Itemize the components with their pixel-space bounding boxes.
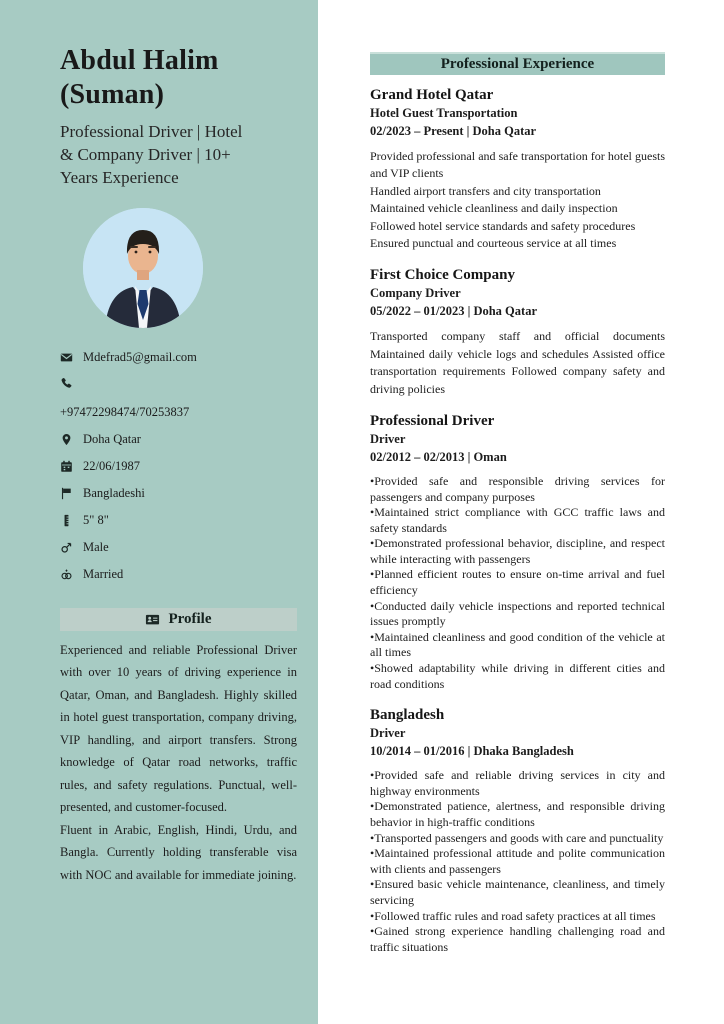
marital-status-icon [60, 568, 73, 581]
job-description [370, 768, 665, 955]
id-card-icon [145, 612, 160, 627]
job-bullet: • Demonstrated professional behavior, discipline, and respect while interacting with passengers [370, 536, 665, 567]
job-entry [370, 707, 665, 955]
phone-icon [60, 377, 73, 390]
job-description [370, 148, 665, 252]
profile-paragraph: Fluent in Arabic, English, Hindi, Urdu, and Bangla. Currently holding transferable visa with NOC and available for immediate joining. [60, 822, 297, 882]
job-period: 10/2014 – 01/2016 | Dhaka Bangladesh [370, 744, 574, 759]
job-entry [370, 87, 665, 252]
contact-item [60, 567, 297, 582]
contact-value: 5" 8" [83, 512, 109, 527]
job-entry [370, 267, 665, 398]
job-bullet: • Maintained cleanliness and good condition of the vehicle at all times [370, 630, 665, 661]
gender-icon [60, 541, 73, 554]
job-bullet: • Conducted daily vehicle inspections and reported technical issues promptly [370, 599, 665, 630]
job-period: 05/2022 – 01/2023 | Doha Qatar [370, 304, 537, 319]
contact-item [60, 540, 297, 555]
job-bullet: • Showed adaptability while driving in different cities and road conditions [370, 661, 665, 692]
job-bullet: • Demonstrated patience, alertness, and responsible driving behavior in high-traffic conditions [370, 799, 665, 830]
location-icon [60, 433, 73, 446]
job-line: Handled airport transfers and city transportation [370, 183, 601, 198]
contact-item [60, 513, 297, 528]
job-role: Company Driver [370, 286, 461, 301]
job-bullet: • Maintained strict compliance with GCC traffic laws and safety standards [370, 505, 665, 536]
name-heading: Abdul Halim (Suman) [60, 45, 219, 110]
contact-value: 22/06/1987 [83, 458, 140, 473]
job-company: Grand Hotel Qatar [370, 87, 494, 103]
contact-list [60, 350, 297, 582]
job-bullet: • Followed traffic rules and road safety practices at all times [370, 909, 665, 925]
height-icon [60, 514, 73, 527]
job-role: Driver [370, 726, 406, 741]
profile-section-header [60, 608, 297, 631]
job-bullet: • Ensured basic vehicle maintenance, cleanliness, and timely servicing [370, 877, 665, 908]
job-line: Transported company staff and official documents Maintained daily vehicle logs and schedules Assisted office transportation requirements Followed company safety and driving policies [370, 329, 665, 396]
job-role: Hotel Guest Transportation [370, 106, 518, 120]
profile-paragraph: Experienced and reliable Professional Driver with over 10 years of driving experience in Qatar, Oman, and Bangladesh. Highly skilled in hotel guest transportation, company driving, VIP handling, and airport transfers. Strong knowledge of Qatar road networks, traffic rules, and safety regulations. Punctual, well-presented, and customer-focused. [60, 642, 297, 815]
birthdate-icon [60, 460, 73, 473]
contact-value: Bangladeshi [83, 485, 145, 500]
nationality-flag-icon [60, 487, 73, 500]
experience-heading-label: Professional Experience [440, 56, 595, 72]
job-description [370, 328, 665, 398]
job-role: Driver [370, 431, 406, 446]
job-bullet: • Provided safe and responsible driving services for passengers and company purposes [370, 474, 665, 505]
job-bullet: • Planned efficient routes to ensure on-time arrival and fuel efficiency [370, 567, 665, 598]
contact-value: Mdefrad5@gmail.com [83, 349, 197, 364]
contact-item [60, 377, 297, 420]
job-line: Provided professional and safe transportation for hotel guests and VIP clients [370, 149, 665, 181]
job-line: Ensured punctual and courteous service at all times [370, 235, 617, 250]
job-entry [370, 413, 665, 692]
job-company: First Choice Company [370, 267, 515, 284]
job-list [370, 87, 665, 955]
job-line: Followed hotel service standards and safety procedures [370, 218, 636, 233]
contact-value: Married [83, 566, 124, 581]
job-description [370, 474, 665, 692]
headshot-illustration [83, 208, 203, 328]
job-company: Bangladesh [370, 707, 445, 724]
job-company: Professional Driver [370, 412, 495, 429]
experience-section-header [370, 52, 665, 75]
job-line: Maintained vehicle cleanliness and daily inspection [370, 201, 618, 216]
job-bullet: • Transported passengers and goods with care and punctuality [370, 831, 665, 847]
contact-value: Doha Qatar [83, 431, 141, 446]
profile-photo [83, 208, 203, 328]
contact-value: Male [83, 539, 109, 554]
contact-item [60, 459, 297, 474]
job-bullet: • Provided safe and reliable driving services in city and highway environments [370, 768, 665, 799]
sidebar [0, 0, 318, 1024]
profile-heading-label: Profile [168, 610, 212, 627]
experience-column [318, 0, 724, 1024]
email-icon [60, 351, 73, 364]
profile-summary [60, 639, 297, 887]
job-bullet: • Maintained professional attitude and polite communication with clients and passengers [370, 846, 665, 877]
job-period: 02/2023 – Present | Doha Qatar [370, 124, 537, 138]
headline: Professional Driver | Hotel & Company Driver | 10+ Years Experience [60, 122, 243, 188]
contact-value: +97472298474/70253837 [60, 404, 190, 419]
contact-item [60, 432, 297, 447]
contact-item [60, 486, 297, 501]
job-bullet: • Gained strong experience handling challenging road and traffic situations [370, 924, 665, 955]
contact-item [60, 350, 297, 365]
job-period: 02/2012 – 02/2013 | Oman [370, 449, 507, 464]
